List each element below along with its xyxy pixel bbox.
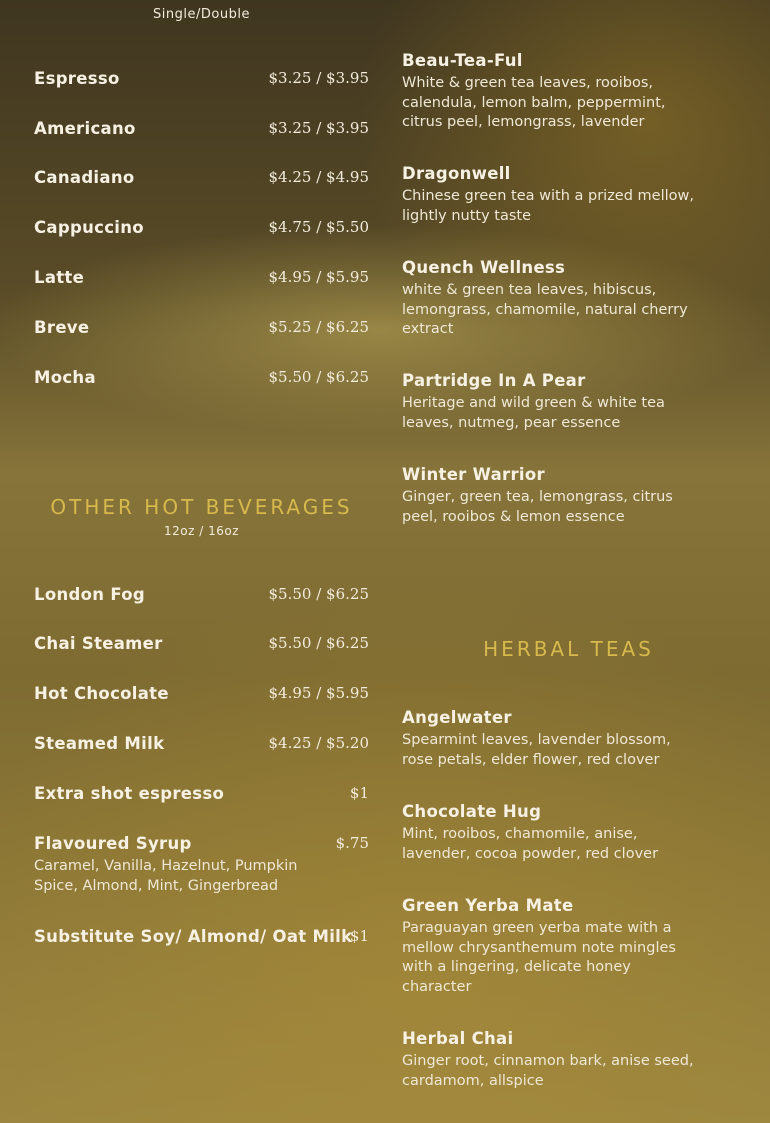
- item-name: Mocha: [34, 368, 96, 387]
- item-price: $3.25 / $3.95: [268, 119, 369, 137]
- menu-item-breve: [34, 318, 369, 337]
- item-name: London Fog: [34, 585, 145, 604]
- item-price: $5.25 / $6.25: [268, 318, 369, 336]
- item-name: Chai Steamer: [34, 634, 163, 653]
- other-hot-size-subtitle: 12oz / 16oz: [164, 524, 239, 538]
- menu-item-canadiano: [34, 168, 369, 187]
- item-name: Americano: [34, 119, 136, 138]
- item-name: Dragonwell: [402, 164, 511, 183]
- section-title-herbal-teas: HERBAL TEAS: [483, 637, 654, 661]
- item-description: Spearmint leaves, lavender blossom, rose petals, elder flower, red clover: [402, 732, 671, 768]
- menu-item-espresso: [34, 69, 369, 88]
- menu-item-substitute-milk: [34, 927, 369, 946]
- item-name: Beau-Tea-Ful: [402, 51, 523, 70]
- tea-item-beau-tea-ful: [402, 51, 697, 133]
- herbal-item-green-yerba-mate: [402, 896, 697, 997]
- herbal-item-angelwater: [402, 708, 697, 770]
- menu-item-extra-shot: [34, 784, 369, 803]
- item-name: Winter Warrior: [402, 465, 545, 484]
- item-name: Quench Wellness: [402, 258, 566, 277]
- menu-item-cappuccino: [34, 218, 369, 237]
- menu-item-hot-chocolate: [34, 684, 369, 703]
- item-description: Ginger root, cinnamon bark, anise seed, cardamom, allspice: [402, 1053, 694, 1089]
- tea-item-quench-wellness: [402, 258, 697, 340]
- item-price: $4.25 / $4.95: [268, 168, 369, 186]
- item-description: Paraguayan green yerba mate with a mellow chrysanthemum note mingles with a lingering, delicate honey character: [402, 920, 676, 995]
- item-price: $.75: [335, 834, 369, 852]
- item-name: Latte: [34, 268, 85, 287]
- menu-item-mocha: [34, 368, 369, 387]
- item-name: Angelwater: [402, 708, 512, 727]
- item-name: Extra shot espresso: [34, 784, 225, 803]
- item-price: $4.25 / $5.20: [268, 734, 369, 752]
- item-name: Substitute Soy/ Almond/ Oat Milk: [34, 927, 353, 946]
- tea-item-dragonwell: [402, 164, 697, 226]
- item-description: White & green tea leaves, rooibos, calendula, lemon balm, peppermint, citrus peel, lemongrass, lavender: [402, 75, 666, 130]
- menu-item-latte: [34, 268, 369, 287]
- item-name: Green Yerba Mate: [402, 896, 574, 915]
- menu-item-americano: [34, 119, 369, 138]
- item-description: white & green tea leaves, hibiscus, lemongrass, chamomile, natural cherry extract: [402, 282, 688, 337]
- item-price: $4.95 / $5.95: [268, 268, 369, 286]
- item-price: $1: [349, 927, 369, 945]
- item-price: $5.50 / $6.25: [268, 585, 369, 603]
- item-name: Herbal Chai: [402, 1029, 514, 1048]
- item-name: Steamed Milk: [34, 734, 165, 753]
- menu-item-steamed-milk: [34, 734, 369, 753]
- tea-item-winter-warrior: [402, 465, 697, 527]
- item-description: Ginger, green tea, lemongrass, citrus peel, rooibos & lemon essence: [402, 489, 673, 525]
- item-name: Chocolate Hug: [402, 802, 542, 821]
- item-price: $3.25 / $3.95: [268, 69, 369, 87]
- item-price: $5.50 / $6.25: [268, 368, 369, 386]
- item-price: $4.95 / $5.95: [268, 684, 369, 702]
- item-name: Cappuccino: [34, 218, 144, 237]
- item-name: Canadiano: [34, 168, 135, 187]
- item-price: $1: [349, 784, 369, 802]
- item-name: Partridge In A Pear: [402, 371, 586, 390]
- item-name: Espresso: [34, 69, 120, 88]
- item-description: Chinese green tea with a prized mellow, lightly nutty taste: [402, 188, 694, 224]
- section-title-other-hot-beverages: OTHER HOT BEVERAGES: [50, 495, 353, 519]
- item-description: Heritage and wild green & white tea leaves, nutmeg, pear essence: [402, 395, 665, 431]
- menu-item-flavoured-syrup: [34, 834, 369, 896]
- item-name: Breve: [34, 318, 90, 337]
- herbal-item-chocolate-hug: [402, 802, 697, 864]
- item-name: Flavoured Syrup: [34, 834, 192, 853]
- item-price: $5.50 / $6.25: [268, 634, 369, 652]
- espresso-size-subtitle: Single/Double: [153, 7, 250, 22]
- item-name: Hot Chocolate: [34, 684, 169, 703]
- menu-item-chai-steamer: [34, 634, 369, 653]
- herbal-item-herbal-chai: [402, 1029, 697, 1091]
- tea-item-partridge-in-a-pear: [402, 371, 697, 433]
- item-description: Mint, rooibos, chamomile, anise, lavender, cocoa powder, red clover: [402, 826, 659, 862]
- menu-item-london-fog: [34, 585, 369, 604]
- item-description: Caramel, Vanilla, Hazelnut, Pumpkin Spice, Almond, Mint, Gingerbread: [34, 858, 298, 894]
- item-price: $4.75 / $5.50: [268, 218, 369, 236]
